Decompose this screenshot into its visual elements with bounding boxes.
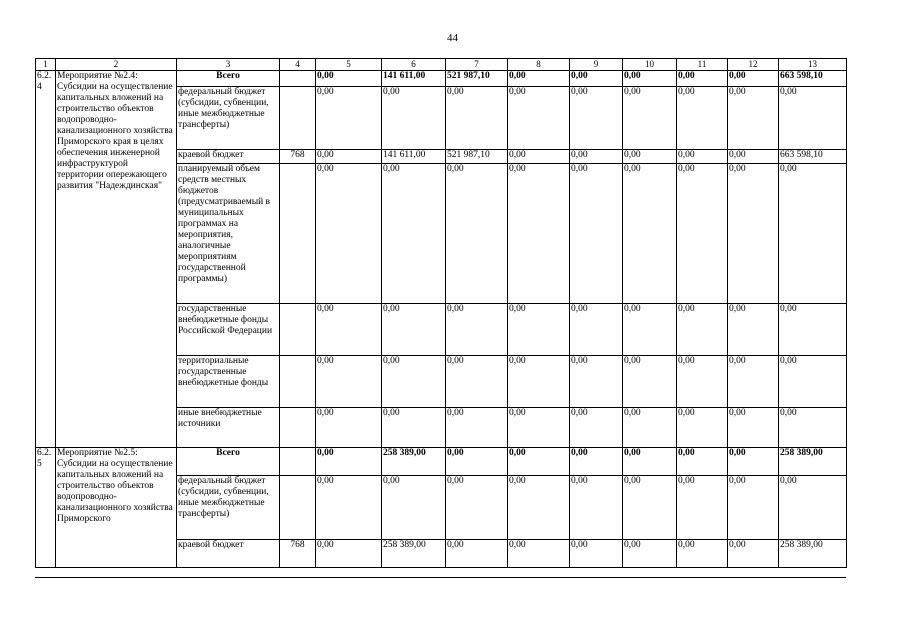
amount-cell: 0,00 [677, 304, 728, 356]
amount-cell: 0,00 [570, 150, 623, 164]
grbs-code: 768 [280, 150, 316, 164]
table-row-total [36, 448, 847, 476]
amount-cell: 141 611,00 [382, 150, 446, 164]
amount-cell: 0,00 [677, 476, 728, 540]
funding-source: федеральный бюджет (субсидии, субвенции, иные межбюджетные трансферты) [177, 476, 280, 540]
amount-cell: 0,00 [508, 356, 570, 408]
amount-cell: 0,00 [570, 304, 623, 356]
grbs-code: 768 [280, 540, 316, 568]
event-name: Мероприятие №2.5: Субсидии на осуществление капитальных вложений на строительство объектов водопроводно-канализационного хозяйства Приморского [56, 448, 177, 568]
amount-cell: 0,00 [677, 540, 728, 568]
amount-cell: 0,00 [779, 408, 847, 448]
amount-cell: 0,00 [446, 476, 508, 540]
amount-cell: 0,00 [623, 408, 677, 448]
amount-cell: 0,00 [677, 87, 728, 150]
amount-cell: 0,00 [382, 304, 446, 356]
amount-cell: 0,00 [623, 87, 677, 150]
page-number: 44 [447, 32, 458, 44]
column-header: 10 [623, 59, 677, 71]
column-header: 1 [36, 59, 56, 71]
column-header: 8 [508, 59, 570, 71]
amount-cell: 0,00 [316, 476, 382, 540]
amount-cell: 0,00 [508, 408, 570, 448]
amount-cell: 0,00 [623, 164, 677, 304]
event-name: Мероприятие №2.4: Субсидии на осуществление капитальных вложений на строительство объектов водопроводно-канализационного хозяйства Приморского края в целях обеспечения инженерной инфраструктурой территории опережающего развития "Надеждинская" [56, 71, 177, 448]
amount-cell: 0,00 [316, 150, 382, 164]
amount-cell: 0,00 [728, 87, 779, 150]
amount-cell: 0,00 [508, 150, 570, 164]
amount-cell: 0,00 [570, 448, 623, 476]
amount-cell: 0,00 [316, 71, 382, 87]
column-number-row [36, 59, 847, 71]
column-header: 3 [177, 59, 280, 71]
amount-cell: 0,00 [728, 408, 779, 448]
amount-cell: 258 389,00 [382, 540, 446, 568]
funding-source: планируемый объем средств местных бюджетов (предусматриваемый в муниципальных программах на мероприятия, аналогичные мероприятиям государственной программы) [177, 164, 280, 304]
amount-cell: 0,00 [382, 356, 446, 408]
amount-cell: 0,00 [728, 164, 779, 304]
amount-cell: 258 389,00 [779, 448, 847, 476]
column-header: 6 [382, 59, 446, 71]
amount-cell: 0,00 [677, 71, 728, 87]
funding-source: федеральный бюджет (субсидии, субвенции, иные межбюджетные трансферты) [177, 87, 280, 150]
amount-cell: 663 598,10 [779, 71, 847, 87]
amount-cell: 0,00 [728, 356, 779, 408]
amount-cell: 0,00 [508, 448, 570, 476]
amount-cell: 0,00 [316, 540, 382, 568]
amount-cell: 0,00 [570, 356, 623, 408]
amount-cell: 0,00 [316, 87, 382, 150]
amount-cell: 0,00 [382, 476, 446, 540]
amount-cell: 258 389,00 [382, 448, 446, 476]
grbs-code [280, 356, 316, 408]
column-header: 5 [316, 59, 382, 71]
amount-cell: 0,00 [779, 87, 847, 150]
amount-cell: 0,00 [677, 408, 728, 448]
page-bottom-margin [0, 578, 905, 640]
column-header: 9 [570, 59, 623, 71]
amount-cell: 0,00 [446, 540, 508, 568]
amount-cell: 0,00 [508, 476, 570, 540]
amount-cell: 0,00 [623, 304, 677, 356]
amount-cell: 0,00 [382, 164, 446, 304]
column-header: 13 [779, 59, 847, 71]
column-header: 11 [677, 59, 728, 71]
amount-cell: 0,00 [623, 448, 677, 476]
amount-cell: 0,00 [677, 150, 728, 164]
amount-cell: 0,00 [508, 304, 570, 356]
amount-cell: 141 611,00 [382, 71, 446, 87]
event-code: 6.2.4 [36, 71, 56, 448]
funding-source: краевой бюджет [177, 150, 280, 164]
amount-cell: 258 389,00 [779, 540, 847, 568]
column-header: 12 [728, 59, 779, 71]
funding-source: государственные внебюджетные фонды Российской Федерации [177, 304, 280, 356]
amount-cell: 0,00 [779, 476, 847, 540]
amount-cell: 0,00 [623, 71, 677, 87]
column-header: 7 [446, 59, 508, 71]
amount-cell: 0,00 [446, 356, 508, 408]
amount-cell: 0,00 [728, 476, 779, 540]
amount-cell: 521 987,10 [446, 150, 508, 164]
amount-cell: 0,00 [570, 71, 623, 87]
amount-cell: 0,00 [446, 448, 508, 476]
amount-cell: 0,00 [382, 87, 446, 150]
amount-cell: 0,00 [677, 164, 728, 304]
amount-cell: 0,00 [316, 408, 382, 448]
funding-source: Всего [177, 71, 280, 87]
grbs-code [280, 71, 316, 87]
amount-cell: 0,00 [623, 150, 677, 164]
amount-cell: 663 598,10 [779, 150, 847, 164]
amount-cell: 0,00 [446, 304, 508, 356]
amount-cell: 0,00 [728, 540, 779, 568]
amount-cell: 0,00 [382, 408, 446, 448]
amount-cell: 0,00 [570, 476, 623, 540]
amount-cell: 521 987,10 [446, 71, 508, 87]
amount-cell: 0,00 [677, 448, 728, 476]
grbs-code [280, 164, 316, 304]
grbs-code [280, 408, 316, 448]
grbs-code [280, 87, 316, 150]
funding-source: иные внебюджетные источники [177, 408, 280, 448]
amount-cell: 0,00 [779, 304, 847, 356]
amount-cell: 0,00 [316, 164, 382, 304]
grbs-code [280, 476, 316, 540]
amount-cell: 0,00 [446, 87, 508, 150]
amount-cell: 0,00 [446, 164, 508, 304]
amount-cell: 0,00 [623, 540, 677, 568]
amount-cell: 0,00 [570, 408, 623, 448]
column-header: 4 [280, 59, 316, 71]
table-row-total [36, 71, 847, 87]
amount-cell: 0,00 [779, 164, 847, 304]
amount-cell: 0,00 [570, 164, 623, 304]
amount-cell: 0,00 [728, 448, 779, 476]
amount-cell: 0,00 [508, 540, 570, 568]
amount-cell: 0,00 [728, 71, 779, 87]
funding-source: территориальные государственные внебюджетные фонды [177, 356, 280, 408]
amount-cell: 0,00 [446, 408, 508, 448]
grbs-code [280, 304, 316, 356]
table-body [36, 71, 847, 568]
amount-cell: 0,00 [316, 356, 382, 408]
funding-source: краевой бюджет [177, 540, 280, 568]
amount-cell: 0,00 [677, 356, 728, 408]
amount-cell: 0,00 [316, 448, 382, 476]
amount-cell: 0,00 [728, 150, 779, 164]
amount-cell: 0,00 [570, 87, 623, 150]
event-code: 6.2.5 [36, 448, 56, 568]
amount-cell: 0,00 [508, 87, 570, 150]
amount-cell: 0,00 [570, 540, 623, 568]
column-header: 2 [56, 59, 177, 71]
amount-cell: 0,00 [623, 476, 677, 540]
amount-cell: 0,00 [779, 356, 847, 408]
amount-cell: 0,00 [316, 304, 382, 356]
amount-cell: 0,00 [623, 356, 677, 408]
amount-cell: 0,00 [728, 304, 779, 356]
grbs-code [280, 448, 316, 476]
funding-source: Всего [177, 448, 280, 476]
budget-table [35, 58, 847, 568]
amount-cell: 0,00 [508, 71, 570, 87]
amount-cell: 0,00 [508, 164, 570, 304]
